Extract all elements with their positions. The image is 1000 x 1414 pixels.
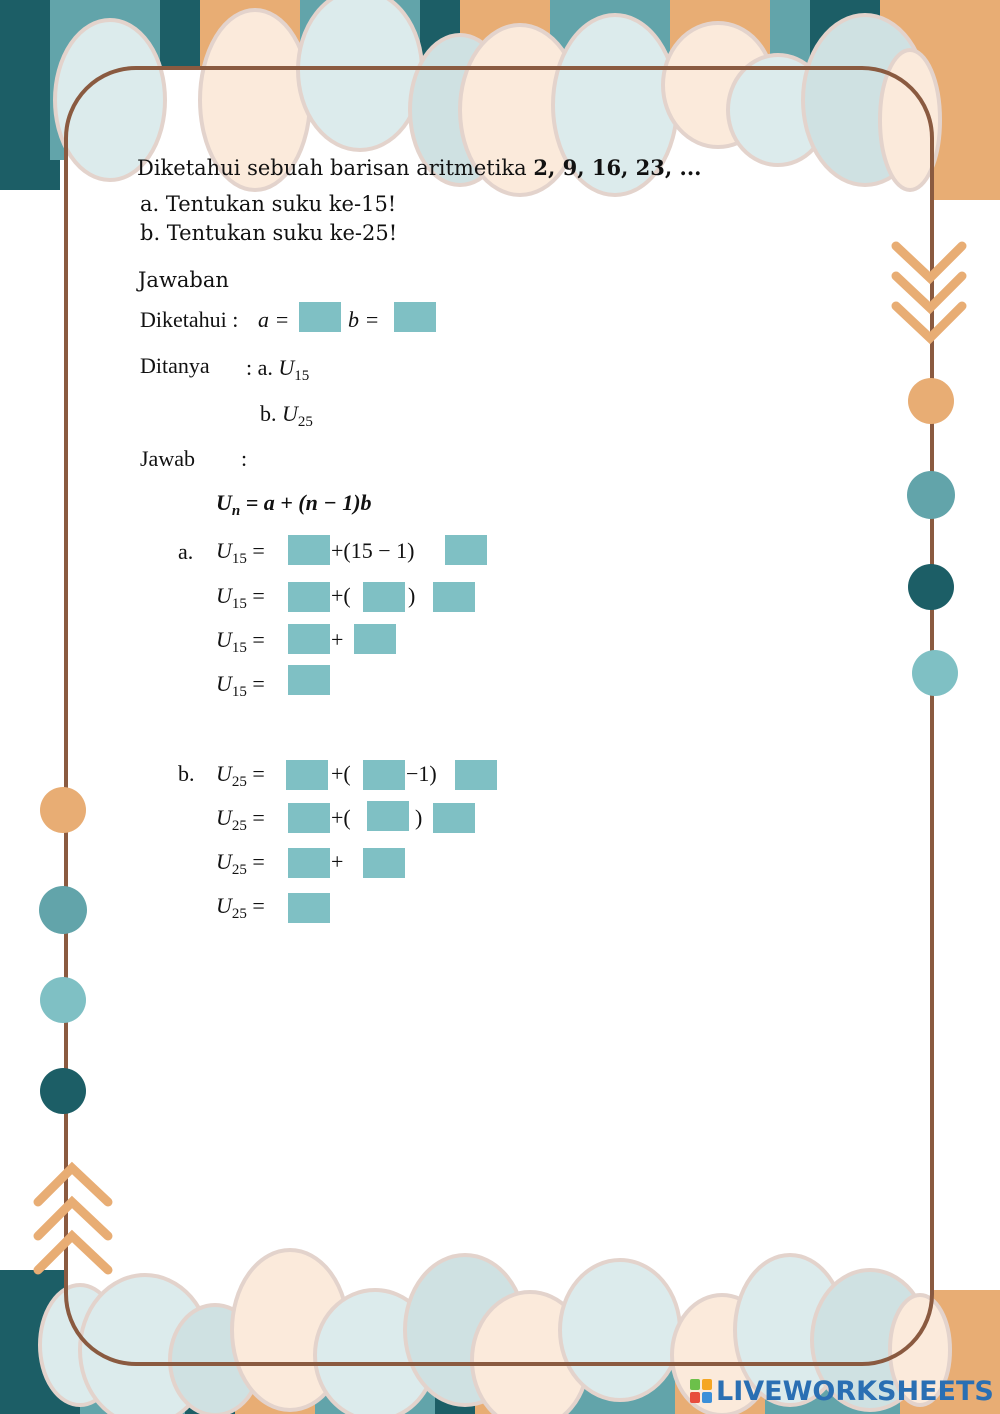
b-line1-minus-close: −1): [406, 761, 437, 786]
asked-a-prefix: : a.: [246, 355, 279, 380]
a-line2-input-1[interactable]: [288, 582, 330, 612]
asked-b-prefix: b.: [260, 401, 282, 426]
brand-name: LIVEWORKSHEETS: [716, 1375, 994, 1407]
b-line2-input-1[interactable]: [288, 803, 330, 833]
b-line1-lhs: $U_{25}$ =: [216, 761, 265, 790]
formula-rhs: = a + (n − 1)b: [240, 490, 372, 515]
answer-heading: Jawaban: [138, 268, 229, 292]
known-label: Diketahui :: [140, 307, 239, 332]
b-result-input[interactable]: [288, 893, 330, 923]
liveworksheets-logo-icon: [690, 1379, 712, 1403]
asked-a: : a. $U_{15}$: [246, 355, 310, 384]
b-line1-input-2[interactable]: [363, 760, 405, 790]
b-line3-input-2[interactable]: [363, 848, 405, 878]
b-line1-open: +(: [331, 761, 351, 786]
formula: [216, 492, 372, 519]
a-line2-lhs: $U_{15}$ =: [216, 583, 265, 612]
a-result-input[interactable]: [288, 665, 330, 695]
b-line4-lhs: $U_{25}$ =: [216, 893, 265, 922]
asked-label: Ditanya: [140, 353, 210, 378]
question-intro: Diketahui sebuah barisan aritmetika: [137, 156, 534, 180]
a-line1-input-1[interactable]: [288, 535, 330, 565]
a-line1-mid: +(15 − 1): [331, 538, 415, 563]
asked-b-sub: 25: [297, 414, 313, 430]
question-text: [137, 157, 701, 179]
part-b-label: b.: [178, 761, 195, 786]
asked-a-sub: 15: [294, 368, 310, 384]
known-b-label: b =: [348, 307, 380, 332]
a-line2-input-3[interactable]: [433, 582, 475, 612]
answer-a-input[interactable]: [299, 302, 341, 332]
formula-sub: n: [231, 503, 241, 519]
a-line2-close: ): [408, 583, 416, 608]
solve-colon: :: [241, 446, 248, 471]
a-line1-lhs: $U_{15}$ =: [216, 538, 265, 567]
question-part-b: b. Tentukan suku ke-25!: [140, 221, 398, 245]
liveworksheets-logo: [690, 1374, 994, 1408]
b-line3-plus: +: [331, 849, 344, 874]
a-line3-input-2[interactable]: [354, 624, 396, 654]
b-line2-open: +(: [331, 805, 351, 830]
b-line2-input-2[interactable]: [367, 801, 409, 831]
b-line3-input-1[interactable]: [288, 848, 330, 878]
question-part-a: a. Tentukan suku ke-15!: [140, 192, 397, 216]
b-line1-input-1[interactable]: [286, 760, 328, 790]
a-line2-open: +(: [331, 583, 351, 608]
asked-b: b. $U_{25}$: [260, 401, 313, 430]
a-line3-plus: +: [331, 627, 344, 652]
b-line2-lhs: $U_{25}$ =: [216, 805, 265, 834]
answer-b-input[interactable]: [394, 302, 436, 332]
b-line2-input-3[interactable]: [433, 803, 475, 833]
b-line3-lhs: $U_{25}$ =: [216, 849, 265, 878]
a-line2-input-2[interactable]: [363, 582, 405, 612]
known-a-label: a =: [258, 307, 290, 332]
formula-lhs: U: [216, 490, 232, 515]
part-a-label: a.: [178, 539, 194, 564]
a-line1-input-2[interactable]: [445, 535, 487, 565]
solve-label: Jawab: [140, 446, 195, 471]
b-line2-close: ): [415, 805, 423, 830]
a-line4-lhs: $U_{15}$ =: [216, 671, 265, 700]
a-line3-input-1[interactable]: [288, 624, 330, 654]
sequence: 2, 9, 16, 23, ...: [533, 155, 702, 180]
a-line3-lhs: $U_{15}$ =: [216, 627, 265, 656]
b-line1-input-3[interactable]: [455, 760, 497, 790]
